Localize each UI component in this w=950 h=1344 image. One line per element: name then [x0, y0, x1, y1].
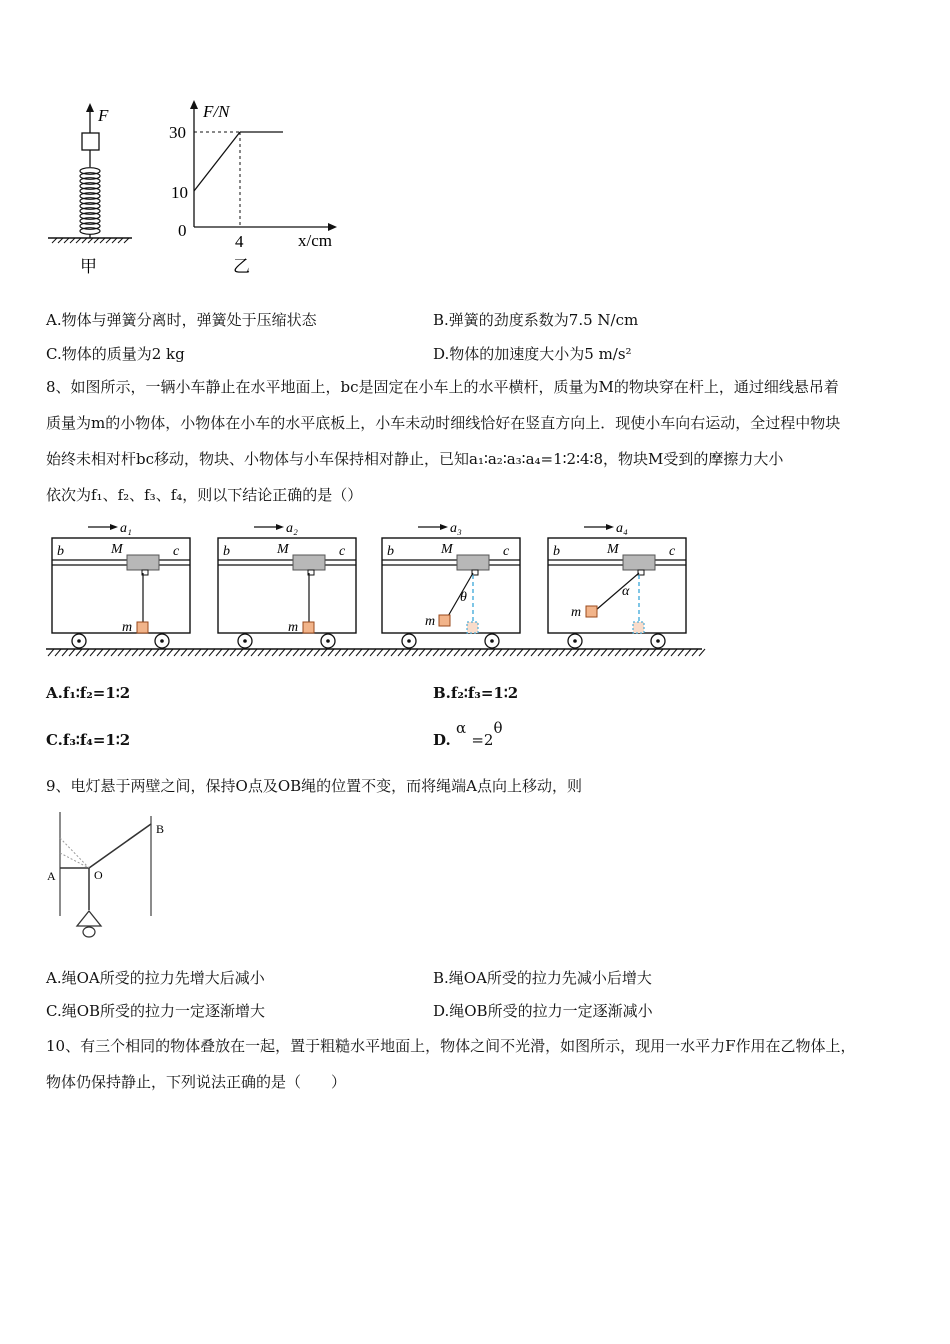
ground-hatch [398, 649, 404, 656]
ground-hatch [342, 649, 348, 656]
ground-hatch [272, 649, 278, 656]
q10-stem [46, 1028, 926, 1100]
ground-hatch [328, 649, 334, 656]
ground-hatch [496, 649, 502, 656]
q9-option-a: A.绳OA所受的拉力先增大后减小 [46, 969, 265, 987]
ground-hatch [174, 649, 180, 656]
ground-hatch [657, 649, 663, 656]
lamp-figure [42, 808, 182, 948]
ground-hatch [202, 649, 208, 656]
ground-hatch [48, 649, 54, 656]
ground-hatch [608, 649, 614, 656]
svg-text:c: c [669, 544, 676, 559]
ground-hatch [111, 649, 117, 656]
tick-4: 4 [235, 232, 244, 251]
svg-text:m: m [288, 620, 299, 635]
ground-hatch [118, 649, 124, 656]
point-o-label: O [94, 868, 103, 882]
ground-hatch [370, 649, 376, 656]
ground-hatch [545, 649, 551, 656]
q8-option-d: D. α =2θ [433, 719, 503, 749]
ground-hatch [356, 649, 362, 656]
q8-option-a: A.f₁∶f₂=1∶2 [46, 684, 131, 702]
ground-hatch [181, 649, 187, 656]
ground-hatch [293, 649, 299, 656]
svg-text:m: m [571, 605, 582, 620]
ground-hatch [510, 649, 516, 656]
cart-4 [548, 521, 686, 648]
ground-hatch [531, 649, 537, 656]
ground-hatch [615, 649, 621, 656]
point-a-label: A [47, 869, 56, 883]
svg-text:b: b [57, 544, 64, 559]
force-displacement-graph [165, 95, 355, 280]
ground-hatch [125, 649, 131, 656]
ground-hatch [146, 649, 152, 656]
ground-hatch [636, 649, 642, 656]
ground-hatch [629, 649, 635, 656]
ground-hatch [538, 649, 544, 656]
ground-hatch [258, 649, 264, 656]
ground-hatch [188, 649, 194, 656]
ground-hatch [216, 649, 222, 656]
ground-hatch [377, 649, 383, 656]
ground-hatch [664, 649, 670, 656]
ground-hatch [566, 649, 572, 656]
svg-text:b: b [387, 544, 394, 559]
ground-hatch [223, 649, 229, 656]
ground-hatch [55, 649, 61, 656]
cart-2 [218, 521, 356, 648]
ground-hatch [139, 649, 145, 656]
ground-hatch [132, 649, 138, 656]
svg-text:M: M [441, 542, 453, 557]
ground-hatch [62, 649, 68, 656]
ground-hatch [230, 649, 236, 656]
ground-hatch [622, 649, 628, 656]
ground-hatch [503, 649, 509, 656]
ground-hatch [286, 649, 292, 656]
ground-hatch [265, 649, 271, 656]
cart-1 [52, 521, 190, 648]
ground-hatch [83, 649, 89, 656]
q8-line-2: 质量为m的小物体，小物体在小车的水平底板上，小车未动时细线恰好在竖直方向上．现使小车向右运动，全过程中物块 [46, 414, 841, 432]
ground-hatch [482, 649, 488, 656]
ground-hatch [447, 649, 453, 656]
ground-hatch [594, 649, 600, 656]
ground-hatch [300, 649, 306, 656]
ground-hatch [384, 649, 390, 656]
ground-hatch [97, 649, 103, 656]
q8-line-1: 8、如图所示，一辆小车静止在水平地面上，bc是固定在小车上的水平横杆，质量为M的物块穿在杆上，通过细线悬吊着 [46, 378, 839, 396]
jia-label: 甲 [80, 257, 97, 276]
ground-hatch [587, 649, 593, 656]
svg-text:α: α [622, 584, 630, 599]
q9-stem: 9、电灯悬于两壁之间，保持O点及OB绳的位置不变，而将绳端A点向上移动，则 [46, 777, 582, 795]
x-axis-label: x/cm [298, 231, 332, 250]
svg-text:M: M [607, 542, 619, 557]
q10-line-1: 10、有三个相同的物体叠放在一起，置于粗糙水平地面上，物体之间不光滑，如图所示，现用一水平力F作用在乙物体上， [46, 1037, 856, 1055]
ground-hatch [321, 649, 327, 656]
svg-text:a₃: a₃ [450, 521, 462, 536]
svg-text:c: c [503, 544, 510, 559]
svg-text:a₁: a₁ [120, 521, 132, 536]
ground-hatch [468, 649, 474, 656]
ground-hatch [76, 649, 82, 656]
q7-option-c: C.物体的质量为2 kg [46, 345, 185, 363]
svg-text:m: m [122, 620, 133, 635]
ground-hatch [461, 649, 467, 656]
svg-text:θ: θ [460, 590, 467, 605]
ground-hatch [279, 649, 285, 656]
ground-hatch [454, 649, 460, 656]
ground-hatch [643, 649, 649, 656]
ground-hatch [517, 649, 523, 656]
ground-hatch [419, 649, 425, 656]
ground-hatch [244, 649, 250, 656]
ground-hatch [405, 649, 411, 656]
carts-figure [40, 515, 710, 665]
ground-hatch [524, 649, 530, 656]
ground-hatch [559, 649, 565, 656]
q10-line-2: 物体仍保持静止，下列说法正确的是（ ） [46, 1073, 347, 1091]
svg-text:b: b [223, 544, 230, 559]
ground-hatch [650, 649, 656, 656]
ground-hatch [314, 649, 320, 656]
ground-hatch [433, 649, 439, 656]
svg-text:a₄: a₄ [616, 521, 628, 536]
svg-text:a₂: a₂ [286, 521, 298, 536]
ground-hatch [349, 649, 355, 656]
ground-hatch [104, 649, 110, 656]
q7-option-b: B.弹簧的劲度系数为7.5 N/cm [433, 311, 639, 329]
q9-option-c: C.绳OB所受的拉力一定逐渐增大 [46, 1002, 266, 1020]
point-b-label: B [156, 822, 165, 836]
svg-text:c: c [339, 544, 346, 559]
ground-hatch [440, 649, 446, 656]
ground-hatch [678, 649, 684, 656]
tick-30: 30 [169, 123, 186, 142]
ground-hatch [195, 649, 201, 656]
ground-hatch [601, 649, 607, 656]
ground-hatch [307, 649, 313, 656]
svg-text:c: c [173, 544, 180, 559]
svg-text:M: M [277, 542, 289, 557]
tick-10: 10 [171, 183, 188, 202]
q8-line-3: 始终未相对杆bc移动，物块、小物体与小车保持相对静止，已知a₁∶a₂∶a₃∶a₄=1∶2∶4∶8，物块M受到的摩擦力大小 [46, 450, 784, 468]
ground-hatch [552, 649, 558, 656]
ground-hatch [580, 649, 586, 656]
ground-hatch [391, 649, 397, 656]
q8-stem [46, 369, 916, 513]
ground-hatch [251, 649, 257, 656]
q7-option-a: A.物体与弹簧分离时，弹簧处于压缩状态 [46, 311, 317, 329]
yi-label: 乙 [233, 257, 250, 276]
ground-hatch [160, 649, 166, 656]
q8-option-c: C.f₃∶f₄=1∶2 [46, 731, 131, 749]
ground-hatch [412, 649, 418, 656]
q8-line-4: 依次为f₁、f₂、f₃、f₄，则以下结论正确的是（） [46, 486, 363, 504]
ground-hatch [573, 649, 579, 656]
svg-text:b: b [553, 544, 560, 559]
force-label: F [98, 106, 109, 125]
ground-hatch [699, 649, 705, 656]
q9-option-b: B.绳OA所受的拉力先减小后增大 [433, 969, 652, 987]
ground-hatch [209, 649, 215, 656]
cart-3 [382, 521, 520, 648]
ground-hatch [692, 649, 698, 656]
ground-hatch [475, 649, 481, 656]
tick-0: 0 [178, 221, 187, 240]
y-axis-label: F/N [203, 102, 230, 121]
ground-hatch [426, 649, 432, 656]
svg-text:m: m [425, 614, 436, 629]
ground-hatch [69, 649, 75, 656]
ground-hatch [167, 649, 173, 656]
ground-hatch [90, 649, 96, 656]
q7-option-d: D.物体的加速度大小为5 m/s² [433, 345, 632, 363]
svg-text:M: M [111, 542, 123, 557]
ground-hatch [335, 649, 341, 656]
q8-option-b: B.f₂∶f₃=1∶2 [433, 684, 519, 702]
ground-hatch [685, 649, 691, 656]
ground-hatch [363, 649, 369, 656]
q9-option-d: D.绳OB所受的拉力一定逐渐减小 [433, 1002, 653, 1020]
ground-hatch [489, 649, 495, 656]
ground-hatch [671, 649, 677, 656]
ground-hatch [237, 649, 243, 656]
ground-hatch [153, 649, 159, 656]
spring-figure-jia [40, 95, 150, 280]
